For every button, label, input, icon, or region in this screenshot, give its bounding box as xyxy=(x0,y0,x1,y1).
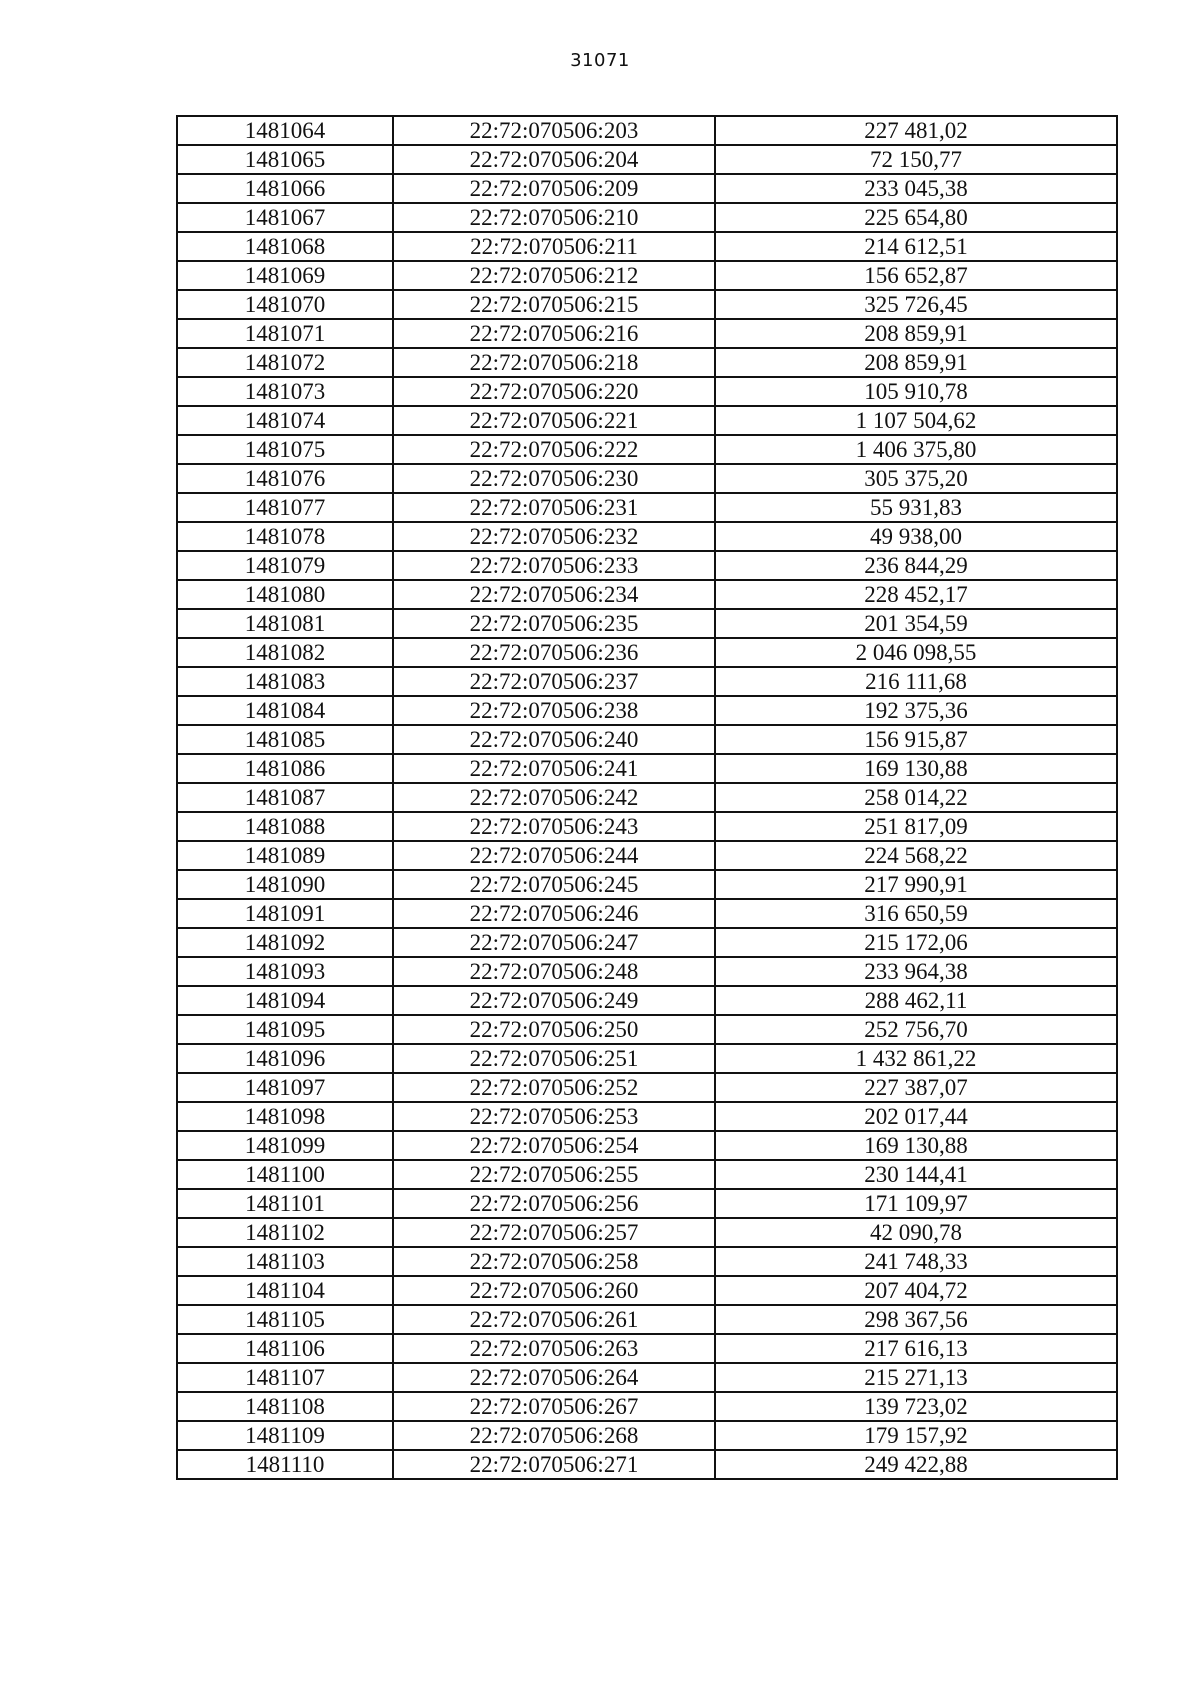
table-row xyxy=(177,1131,1117,1160)
value-cell: 227 481,02 xyxy=(715,116,1117,145)
cadastral-number-cell: 22:72:070506:237 xyxy=(393,667,715,696)
value-cell: 230 144,41 xyxy=(715,1160,1117,1189)
row-number-cell: 1481097 xyxy=(177,1073,393,1102)
row-number-cell: 1481104 xyxy=(177,1276,393,1305)
value-cell: 2 046 098,55 xyxy=(715,638,1117,667)
table-row xyxy=(177,1276,1117,1305)
value-cell: 241 748,33 xyxy=(715,1247,1117,1276)
table-row xyxy=(177,290,1117,319)
row-number-cell: 1481106 xyxy=(177,1334,393,1363)
cadastral-number-cell: 22:72:070506:258 xyxy=(393,1247,715,1276)
value-cell: 305 375,20 xyxy=(715,464,1117,493)
row-number-cell: 1481072 xyxy=(177,348,393,377)
row-number-cell: 1481071 xyxy=(177,319,393,348)
cadastral-number-cell: 22:72:070506:247 xyxy=(393,928,715,957)
cadastral-number-cell: 22:72:070506:256 xyxy=(393,1189,715,1218)
value-cell: 228 452,17 xyxy=(715,580,1117,609)
table-row xyxy=(177,174,1117,203)
registry-table xyxy=(176,115,1118,1480)
table-row xyxy=(177,464,1117,493)
value-cell: 258 014,22 xyxy=(715,783,1117,812)
table-row xyxy=(177,232,1117,261)
value-cell: 216 111,68 xyxy=(715,667,1117,696)
value-cell: 72 150,77 xyxy=(715,145,1117,174)
row-number-cell: 1481102 xyxy=(177,1218,393,1247)
value-cell: 227 387,07 xyxy=(715,1073,1117,1102)
cadastral-number-cell: 22:72:070506:242 xyxy=(393,783,715,812)
registry-table-body xyxy=(177,116,1117,1479)
cadastral-number-cell: 22:72:070506:210 xyxy=(393,203,715,232)
table-row xyxy=(177,928,1117,957)
table-row xyxy=(177,1044,1117,1073)
table-row xyxy=(177,319,1117,348)
row-number-cell: 1481087 xyxy=(177,783,393,812)
cadastral-number-cell: 22:72:070506:255 xyxy=(393,1160,715,1189)
cadastral-number-cell: 22:72:070506:249 xyxy=(393,986,715,1015)
cadastral-number-cell: 22:72:070506:212 xyxy=(393,261,715,290)
row-number-cell: 1481077 xyxy=(177,493,393,522)
table-row xyxy=(177,667,1117,696)
cadastral-number-cell: 22:72:070506:218 xyxy=(393,348,715,377)
row-number-cell: 1481084 xyxy=(177,696,393,725)
table-row xyxy=(177,145,1117,174)
table-row xyxy=(177,1334,1117,1363)
row-number-cell: 1481085 xyxy=(177,725,393,754)
table-row xyxy=(177,377,1117,406)
table-row xyxy=(177,551,1117,580)
value-cell: 42 090,78 xyxy=(715,1218,1117,1247)
page-number: 31071 xyxy=(570,50,630,71)
value-cell: 169 130,88 xyxy=(715,754,1117,783)
row-number-cell: 1481082 xyxy=(177,638,393,667)
row-number-cell: 1481108 xyxy=(177,1392,393,1421)
value-cell: 214 612,51 xyxy=(715,232,1117,261)
row-number-cell: 1481068 xyxy=(177,232,393,261)
cadastral-number-cell: 22:72:070506:241 xyxy=(393,754,715,783)
row-number-cell: 1481070 xyxy=(177,290,393,319)
table-row xyxy=(177,841,1117,870)
cadastral-number-cell: 22:72:070506:238 xyxy=(393,696,715,725)
row-number-cell: 1481101 xyxy=(177,1189,393,1218)
cadastral-number-cell: 22:72:070506:253 xyxy=(393,1102,715,1131)
cadastral-number-cell: 22:72:070506:231 xyxy=(393,493,715,522)
registry-table-container xyxy=(176,115,1116,1480)
value-cell: 225 654,80 xyxy=(715,203,1117,232)
cadastral-number-cell: 22:72:070506:209 xyxy=(393,174,715,203)
row-number-cell: 1481065 xyxy=(177,145,393,174)
cadastral-number-cell: 22:72:070506:244 xyxy=(393,841,715,870)
table-row xyxy=(177,406,1117,435)
value-cell: 325 726,45 xyxy=(715,290,1117,319)
table-row xyxy=(177,754,1117,783)
table-row xyxy=(177,1450,1117,1479)
table-row xyxy=(177,609,1117,638)
cadastral-number-cell: 22:72:070506:251 xyxy=(393,1044,715,1073)
table-row xyxy=(177,1421,1117,1450)
cadastral-number-cell: 22:72:070506:267 xyxy=(393,1392,715,1421)
value-cell: 217 990,91 xyxy=(715,870,1117,899)
table-row xyxy=(177,1102,1117,1131)
cadastral-number-cell: 22:72:070506:233 xyxy=(393,551,715,580)
cadastral-number-cell: 22:72:070506:271 xyxy=(393,1450,715,1479)
value-cell: 55 931,83 xyxy=(715,493,1117,522)
value-cell: 208 859,91 xyxy=(715,348,1117,377)
row-number-cell: 1481103 xyxy=(177,1247,393,1276)
cadastral-number-cell: 22:72:070506:261 xyxy=(393,1305,715,1334)
value-cell: 207 404,72 xyxy=(715,1276,1117,1305)
cadastral-number-cell: 22:72:070506:203 xyxy=(393,116,715,145)
cadastral-number-cell: 22:72:070506:254 xyxy=(393,1131,715,1160)
row-number-cell: 1481080 xyxy=(177,580,393,609)
value-cell: 156 915,87 xyxy=(715,725,1117,754)
row-number-cell: 1481099 xyxy=(177,1131,393,1160)
value-cell: 316 650,59 xyxy=(715,899,1117,928)
value-cell: 217 616,13 xyxy=(715,1334,1117,1363)
cadastral-number-cell: 22:72:070506:222 xyxy=(393,435,715,464)
table-row xyxy=(177,812,1117,841)
value-cell: 251 817,09 xyxy=(715,812,1117,841)
cadastral-number-cell: 22:72:070506:248 xyxy=(393,957,715,986)
cadastral-number-cell: 22:72:070506:204 xyxy=(393,145,715,174)
table-row xyxy=(177,1073,1117,1102)
table-row xyxy=(177,783,1117,812)
cadastral-number-cell: 22:72:070506:220 xyxy=(393,377,715,406)
table-row xyxy=(177,1189,1117,1218)
cadastral-number-cell: 22:72:070506:252 xyxy=(393,1073,715,1102)
cadastral-number-cell: 22:72:070506:263 xyxy=(393,1334,715,1363)
value-cell: 171 109,97 xyxy=(715,1189,1117,1218)
cadastral-number-cell: 22:72:070506:230 xyxy=(393,464,715,493)
cadastral-number-cell: 22:72:070506:243 xyxy=(393,812,715,841)
row-number-cell: 1481074 xyxy=(177,406,393,435)
row-number-cell: 1481090 xyxy=(177,870,393,899)
cadastral-number-cell: 22:72:070506:260 xyxy=(393,1276,715,1305)
table-row xyxy=(177,1160,1117,1189)
value-cell: 233 045,38 xyxy=(715,174,1117,203)
value-cell: 169 130,88 xyxy=(715,1131,1117,1160)
cadastral-number-cell: 22:72:070506:268 xyxy=(393,1421,715,1450)
row-number-cell: 1481073 xyxy=(177,377,393,406)
table-row xyxy=(177,493,1117,522)
value-cell: 1 107 504,62 xyxy=(715,406,1117,435)
table-row xyxy=(177,957,1117,986)
table-row xyxy=(177,203,1117,232)
cadastral-number-cell: 22:72:070506:246 xyxy=(393,899,715,928)
value-cell: 179 157,92 xyxy=(715,1421,1117,1450)
value-cell: 288 462,11 xyxy=(715,986,1117,1015)
row-number-cell: 1481095 xyxy=(177,1015,393,1044)
row-number-cell: 1481069 xyxy=(177,261,393,290)
cadastral-number-cell: 22:72:070506:240 xyxy=(393,725,715,754)
table-row xyxy=(177,435,1117,464)
row-number-cell: 1481081 xyxy=(177,609,393,638)
row-number-cell: 1481078 xyxy=(177,522,393,551)
value-cell: 252 756,70 xyxy=(715,1015,1117,1044)
row-number-cell: 1481086 xyxy=(177,754,393,783)
cadastral-number-cell: 22:72:070506:215 xyxy=(393,290,715,319)
row-number-cell: 1481092 xyxy=(177,928,393,957)
row-number-cell: 1481107 xyxy=(177,1363,393,1392)
table-row xyxy=(177,986,1117,1015)
value-cell: 224 568,22 xyxy=(715,841,1117,870)
table-row xyxy=(177,1015,1117,1044)
table-row xyxy=(177,348,1117,377)
value-cell: 215 172,06 xyxy=(715,928,1117,957)
row-number-cell: 1481076 xyxy=(177,464,393,493)
row-number-cell: 1481083 xyxy=(177,667,393,696)
value-cell: 49 938,00 xyxy=(715,522,1117,551)
table-row xyxy=(177,580,1117,609)
table-row xyxy=(177,638,1117,667)
row-number-cell: 1481088 xyxy=(177,812,393,841)
table-row xyxy=(177,1218,1117,1247)
cadastral-number-cell: 22:72:070506:216 xyxy=(393,319,715,348)
table-row xyxy=(177,725,1117,754)
value-cell: 298 367,56 xyxy=(715,1305,1117,1334)
value-cell: 156 652,87 xyxy=(715,261,1117,290)
table-row xyxy=(177,899,1117,928)
table-row xyxy=(177,261,1117,290)
cadastral-number-cell: 22:72:070506:232 xyxy=(393,522,715,551)
value-cell: 192 375,36 xyxy=(715,696,1117,725)
row-number-cell: 1481079 xyxy=(177,551,393,580)
table-row xyxy=(177,1363,1117,1392)
cadastral-number-cell: 22:72:070506:235 xyxy=(393,609,715,638)
table-row xyxy=(177,1392,1117,1421)
cadastral-number-cell: 22:72:070506:221 xyxy=(393,406,715,435)
row-number-cell: 1481100 xyxy=(177,1160,393,1189)
value-cell: 1 406 375,80 xyxy=(715,435,1117,464)
row-number-cell: 1481098 xyxy=(177,1102,393,1131)
cadastral-number-cell: 22:72:070506:250 xyxy=(393,1015,715,1044)
table-row xyxy=(177,1247,1117,1276)
value-cell: 202 017,44 xyxy=(715,1102,1117,1131)
table-row xyxy=(177,522,1117,551)
cadastral-number-cell: 22:72:070506:236 xyxy=(393,638,715,667)
table-row xyxy=(177,116,1117,145)
row-number-cell: 1481110 xyxy=(177,1450,393,1479)
value-cell: 215 271,13 xyxy=(715,1363,1117,1392)
table-row xyxy=(177,870,1117,899)
cadastral-number-cell: 22:72:070506:211 xyxy=(393,232,715,261)
value-cell: 105 910,78 xyxy=(715,377,1117,406)
cadastral-number-cell: 22:72:070506:264 xyxy=(393,1363,715,1392)
value-cell: 1 432 861,22 xyxy=(715,1044,1117,1073)
value-cell: 208 859,91 xyxy=(715,319,1117,348)
cadastral-number-cell: 22:72:070506:257 xyxy=(393,1218,715,1247)
cadastral-number-cell: 22:72:070506:245 xyxy=(393,870,715,899)
value-cell: 236 844,29 xyxy=(715,551,1117,580)
row-number-cell: 1481096 xyxy=(177,1044,393,1073)
row-number-cell: 1481091 xyxy=(177,899,393,928)
row-number-cell: 1481094 xyxy=(177,986,393,1015)
row-number-cell: 1481064 xyxy=(177,116,393,145)
value-cell: 249 422,88 xyxy=(715,1450,1117,1479)
value-cell: 233 964,38 xyxy=(715,957,1117,986)
table-row xyxy=(177,696,1117,725)
row-number-cell: 1481075 xyxy=(177,435,393,464)
row-number-cell: 1481093 xyxy=(177,957,393,986)
value-cell: 139 723,02 xyxy=(715,1392,1117,1421)
row-number-cell: 1481105 xyxy=(177,1305,393,1334)
table-row xyxy=(177,1305,1117,1334)
cadastral-number-cell: 22:72:070506:234 xyxy=(393,580,715,609)
row-number-cell: 1481109 xyxy=(177,1421,393,1450)
row-number-cell: 1481066 xyxy=(177,174,393,203)
value-cell: 201 354,59 xyxy=(715,609,1117,638)
row-number-cell: 1481067 xyxy=(177,203,393,232)
row-number-cell: 1481089 xyxy=(177,841,393,870)
